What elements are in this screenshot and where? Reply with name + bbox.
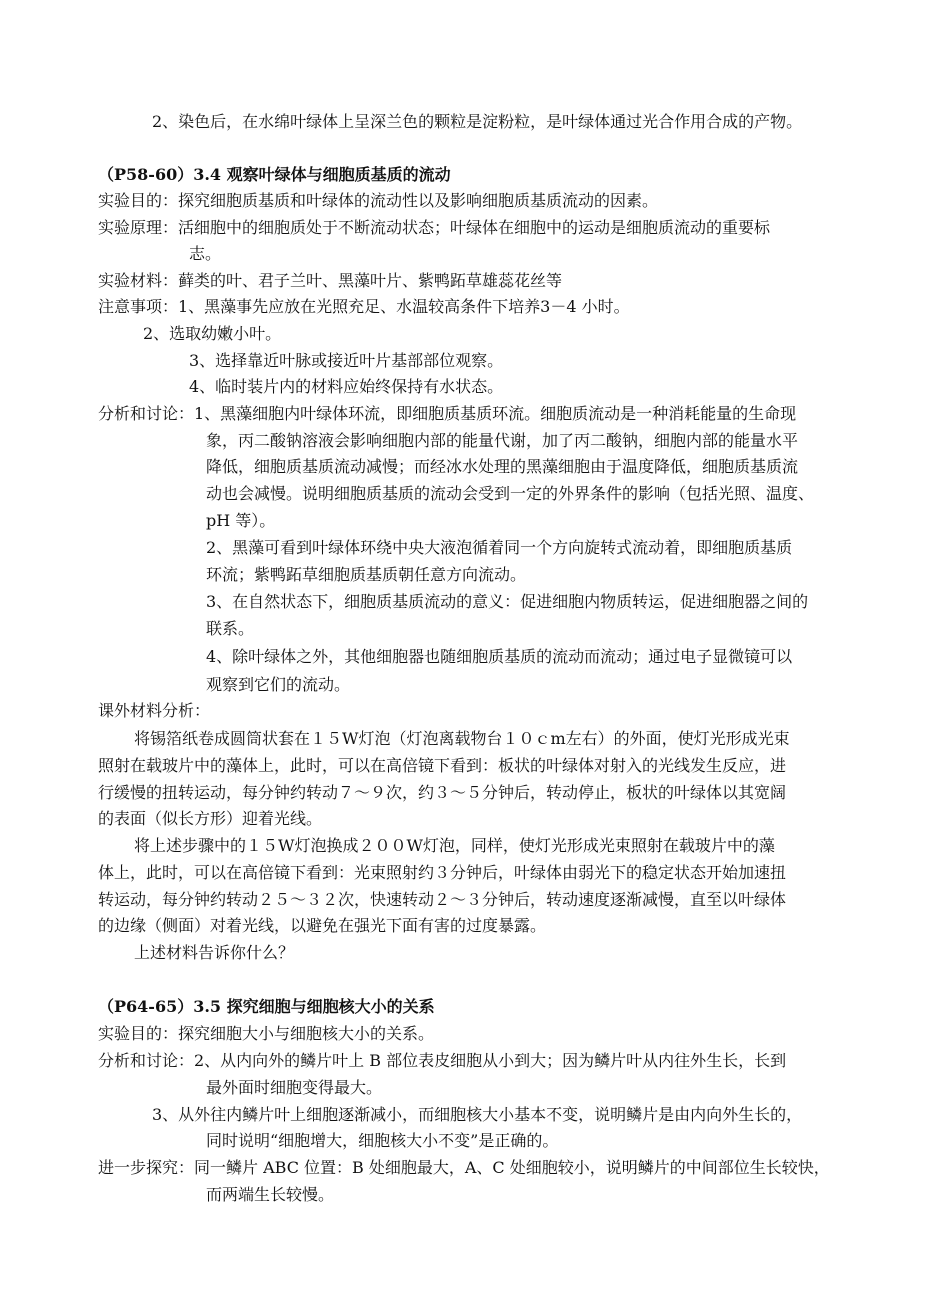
paragraph-line: 的边缘（侧面）对着光线，以避免在强光下面有害的过度暴露。: [98, 916, 547, 935]
paragraph-line: 体上，此时，可以在高倍镜下看到：光束照射约３分钟后，叶绿体由弱光下的稳定状态开始加速扭: [98, 863, 787, 882]
paragraph-line: 课外材料分析：: [98, 701, 211, 720]
paragraph-line: 分析和讨论：1、黑藻细胞内叶绿体环流，即细胞质基质环流。细胞质流动是一种消耗能量的生命现: [98, 404, 797, 423]
paragraph-line: 观察到它们的流动。: [206, 675, 351, 694]
paragraph-line: 同时说明“细胞增大，细胞核大小不变”是正确的。: [206, 1131, 559, 1150]
paragraph-line: 3、选择靠近叶脉或接近叶片基部部位观察。: [189, 351, 504, 370]
paragraph-line: 降低，细胞质基质流动减慢；而经冰水处理的黑藻细胞由于温度降低，细胞质基质流: [206, 457, 799, 476]
paragraph-line: 志。: [189, 244, 222, 263]
section-heading: （P64-65）3.5 探究细胞与细胞核大小的关系: [98, 997, 435, 1016]
paragraph-line: 动也会减慢。说明细胞质基质的流动会受到一定的外界条件的影响（包括光照、温度、: [206, 484, 815, 503]
paragraph-line: 将上述步骤中的１５W灯泡换成２００W灯泡，同样，使灯光形成光束照射在载玻片中的藻: [134, 836, 775, 855]
paragraph-line: 照射在载玻片中的藻体上，此时，可以在高倍镜下看到：板状的叶绿体对射入的光线发生反应，进: [98, 756, 787, 775]
paragraph-line: 实验原理：活细胞中的细胞质处于不断流动状态；叶绿体在细胞中的运动是细胞质流动的重要标: [98, 218, 771, 237]
paragraph-line: 而两端生长较慢。: [206, 1185, 335, 1204]
paragraph-line: 进一步探究：同一鳞片 ABC 位置：B 处细胞最大，A、C 处细胞较小，说明鳞片的中间部位生长较快，: [98, 1158, 830, 1177]
paragraph-line: 注意事项：1、黑藻事先应放在光照充足、水温较高条件下培养3－4 小时。: [98, 297, 630, 316]
paragraph-line: 转运动，每分钟约转动２５～３２次，快速转动２～３分钟后，转动速度逐渐减慢，直至以叶绿体: [98, 890, 787, 909]
paragraph-line: 3、从外往内鳞片叶上细胞逐渐减小，而细胞核大小基本不变，说明鳞片是由内向外生长的，: [152, 1105, 803, 1124]
paragraph-line: 行缓慢的扭转运动，每分钟约转动７～９次，约３～５分钟后，转动停止，板状的叶绿体以其宽阔: [98, 783, 787, 802]
paragraph-line: 的表面（似长方形）迎着光线。: [98, 809, 323, 828]
paragraph-line: 2、染色后，在水绵叶绿体上呈深兰色的颗粒是淀粉粒，是叶绿体通过光合作用合成的产物。: [152, 112, 803, 131]
paragraph-line: 4、除叶绿体之外，其他细胞器也随细胞质基质的流动而流动；通过电子显微镜可以: [206, 647, 793, 666]
paragraph-line: 分析和讨论：2、从内向外的鳞片叶上 B 部位表皮细胞从小到大；因为鳞片叶从内往外生长，长到: [98, 1051, 787, 1070]
paragraph-line: 象，丙二酸钠溶液会影响细胞内部的能量代谢，加了丙二酸钠，细胞内部的能量水平: [206, 431, 799, 450]
paragraph-line: 实验材料：藓类的叶、君子兰叶、黑藻叶片、紫鸭跖草雄蕊花丝等: [98, 271, 563, 290]
paragraph-line: 2、选取幼嫩小叶。: [143, 324, 282, 343]
paragraph-line: 实验目的：探究细胞质基质和叶绿体的流动性以及影响细胞质基质流动的因素。: [98, 191, 659, 210]
paragraph-line: pH 等）。: [206, 511, 276, 530]
paragraph-line: 实验目的：探究细胞大小与细胞核大小的关系。: [98, 1024, 435, 1043]
paragraph-line: 最外面时细胞变得最大。: [206, 1078, 383, 1097]
paragraph-line: 环流；紫鸭跖草细胞质基质朝任意方向流动。: [206, 565, 527, 584]
section-heading: （P58-60）3.4 观察叶绿体与细胞质基质的流动: [98, 165, 451, 184]
paragraph-line: 3、在自然状态下，细胞质基质流动的意义：促进细胞内物质转运，促进细胞器之间的: [206, 592, 809, 611]
paragraph-line: 将锡箔纸卷成圆筒状套在１５W灯泡（灯泡离载物台１０ｃm左右）的外面，使灯光形成光束: [134, 729, 790, 748]
paragraph-line: 联系。: [206, 619, 255, 638]
paragraph-line: 2、黑藻可看到叶绿体环绕中央大液泡循着同一个方向旋转式流动着，即细胞质基质: [206, 538, 793, 557]
paragraph-line: 4、临时装片内的材料应始终保持有水状态。: [189, 377, 504, 396]
paragraph-line: 上述材料告诉你什么？: [134, 943, 295, 962]
